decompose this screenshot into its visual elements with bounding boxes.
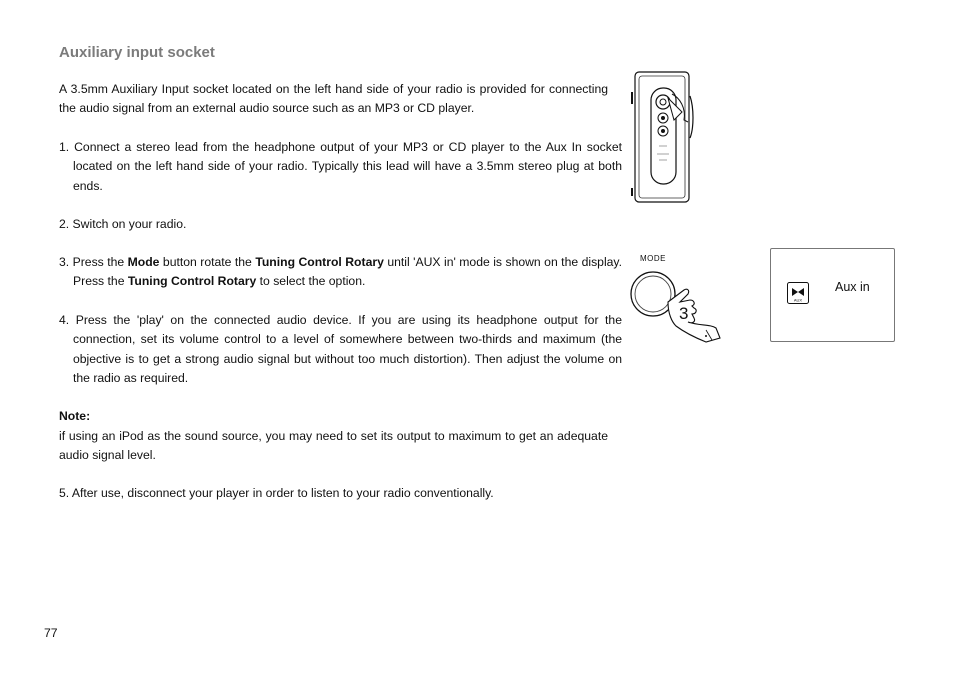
step-4: 4. Press the 'play' on the connected audio device. If you are using its headphone output for the connection, set its volume control to a level of somewhere between two-thirds and maximum (the objective is to get a strong audio signal but without too much distortion). Then adjust the volume on the radio as required. (59, 313, 622, 385)
tuning-keyword: Tuning Control Rotary (255, 255, 384, 269)
intro-paragraph: A 3.5mm Auxiliary Input socket located on the left hand side of your radio is provided for connecting the audio signal from an external audio source such as an MP3 or CD player. (59, 82, 608, 116)
aux-input-icon (787, 282, 809, 304)
step-3: 3. Press the Mode button rotate the Tuning Control Rotary until 'AUX in' mode is shown on the display. Press the Tuning Control Rotary to select the option. (59, 255, 623, 289)
mode-button-icon (628, 266, 728, 361)
display-panel (770, 248, 895, 342)
step-1: 1. Connect a stereo lead from the headphone output of your MP3 or CD player to the Aux In socket located on the left hand side of your radio. Typically this lead will have a 3.5mm stereo plug at both ends. (59, 140, 622, 193)
page-number: 77 (44, 626, 58, 640)
tuning-keyword-2: Tuning Control Rotary (127, 274, 257, 289)
note-label: Note: (59, 409, 91, 423)
mode-keyword: Mode (127, 255, 160, 269)
section-heading: Auxiliary input socket (59, 44, 215, 61)
aux-icon-label: AUX (793, 297, 803, 303)
mode-label: MODE (640, 254, 666, 263)
radio-side-illustration (628, 68, 698, 206)
note-text: if using an iPod as the sound source, you may need to set its output to maximum to get an adequate audio signal level. (59, 429, 608, 463)
step-5: 5. After use, disconnect your player in order to listen to your radio conventionally. (59, 486, 494, 500)
display-mode-text: Aux in (835, 280, 870, 294)
step-2: 2. Switch on your radio. (59, 217, 187, 231)
step-number: 3 (679, 304, 689, 323)
